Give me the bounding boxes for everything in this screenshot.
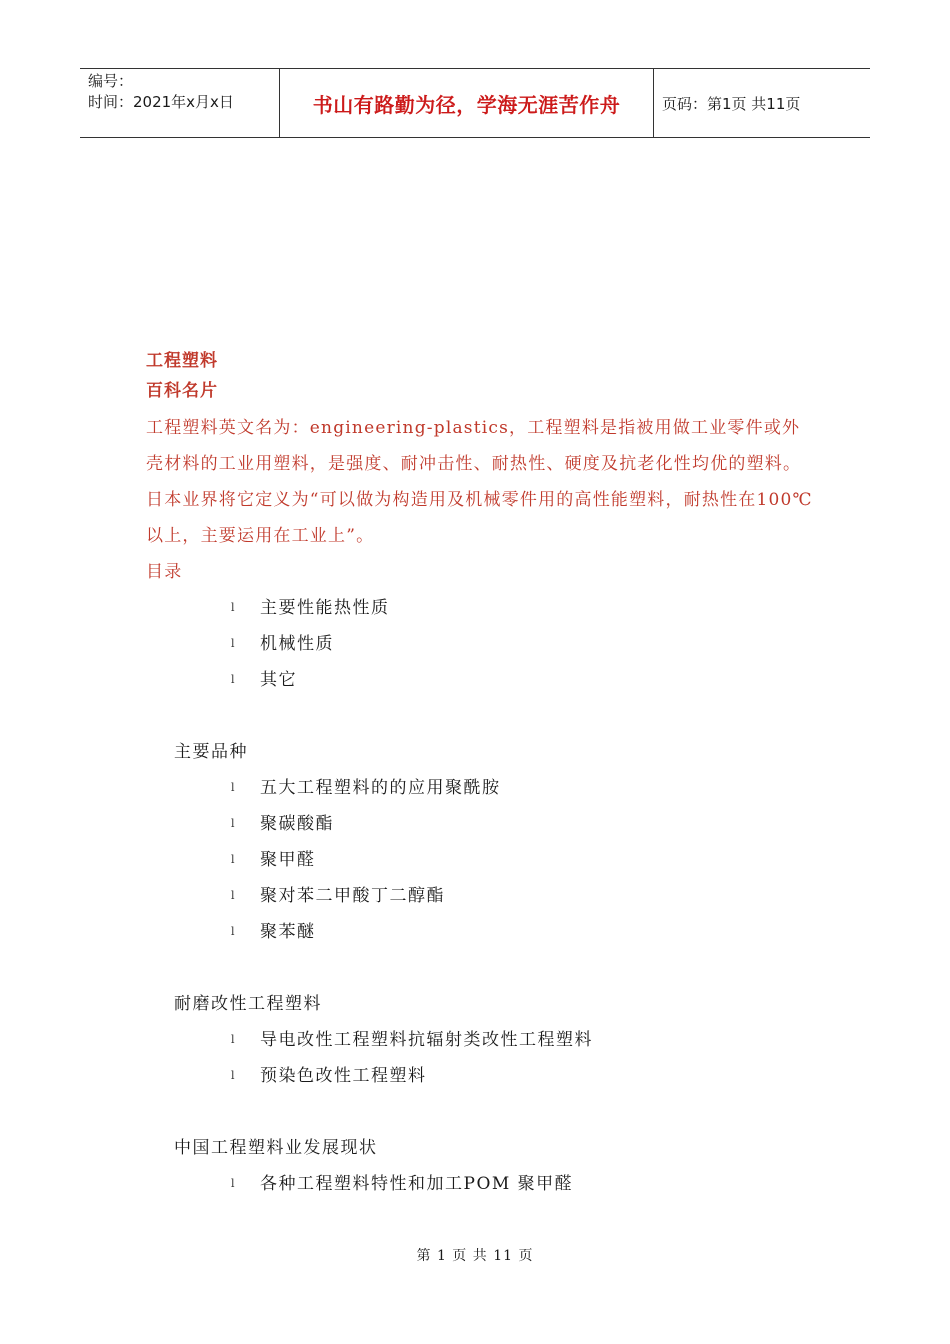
bullet-icon: l bbox=[231, 601, 237, 614]
toc-item-label: 导电改性工程塑料抗辐射类改性工程塑料 bbox=[260, 1030, 593, 1050]
table-of-contents bbox=[146, 590, 816, 1202]
toc-item-label: 主要性能热性质 bbox=[260, 598, 390, 618]
toc-item bbox=[146, 878, 816, 914]
toc-item bbox=[146, 914, 816, 950]
code-label: 编号： bbox=[88, 72, 134, 90]
toc-section-heading: 中国工程塑料业发展现状 bbox=[174, 1138, 378, 1158]
header-meta-cell bbox=[80, 69, 280, 137]
toc-item bbox=[146, 806, 816, 842]
toc-item bbox=[146, 1166, 816, 1202]
toc-item-label: 机械性质 bbox=[260, 634, 334, 654]
page-header bbox=[80, 68, 870, 138]
toc-item-label: 聚碳酸酯 bbox=[260, 814, 334, 834]
toc-item-label: 聚苯醚 bbox=[260, 922, 316, 942]
toc-item bbox=[146, 1022, 816, 1058]
toc-item-label: 五大工程塑料的的应用聚酰胺 bbox=[260, 778, 501, 798]
toc-item-label: 各种工程塑料特性和加工POM 聚甲醛 bbox=[260, 1174, 574, 1194]
toc-item-label: 预染色改性工程塑料 bbox=[260, 1066, 427, 1086]
toc-label: 目录 bbox=[146, 562, 183, 582]
bullet-icon: l bbox=[231, 889, 237, 902]
bullet-icon: l bbox=[231, 637, 237, 650]
bullet-icon: l bbox=[231, 1033, 237, 1046]
page-footer: 第 1 页 共 11 页 bbox=[416, 1248, 534, 1264]
bullet-icon: l bbox=[231, 1177, 237, 1190]
toc-section-heading: 主要品种 bbox=[174, 742, 248, 762]
bullet-icon: l bbox=[231, 781, 237, 794]
toc-item bbox=[146, 1058, 816, 1094]
toc-item-label: 其它 bbox=[260, 670, 297, 690]
header-page-label: 页码：第1页 共11页 bbox=[662, 94, 801, 113]
date-label: 时间：2021年x月x日 bbox=[88, 93, 234, 111]
bullet-icon: l bbox=[231, 1069, 237, 1082]
toc-item-label: 聚甲醛 bbox=[260, 850, 316, 870]
toc-item bbox=[146, 662, 816, 698]
intro-paragraph: 工程塑料英文名为：engineering-plastics，工程塑料是指被用做工业零件或外壳材料的工业用塑料，是强度、耐冲击性、耐热性、硬度及抗老化性均优的塑料。日本业界将它定义为“可以做为构造用及机械零件用的高性能塑料，耐热性在100℃ 以上，主要运用在工业上”。 bbox=[146, 418, 813, 546]
bullet-icon: l bbox=[231, 673, 237, 686]
toc-item bbox=[146, 842, 816, 878]
bullet-icon: l bbox=[231, 817, 237, 830]
toc-item bbox=[146, 770, 816, 806]
bullet-icon: l bbox=[231, 853, 237, 866]
document-body bbox=[146, 346, 816, 1202]
document-subtitle: 百科名片 bbox=[146, 381, 218, 401]
toc-item-label: 聚对苯二甲酸丁二醇酯 bbox=[260, 886, 445, 906]
toc-section-heading: 耐磨改性工程塑料 bbox=[174, 994, 322, 1014]
header-motto: 书山有路勤为径，学海无涯苦作舟 bbox=[280, 69, 654, 137]
document-title: 工程塑料 bbox=[146, 351, 218, 371]
bullet-icon: l bbox=[231, 925, 237, 938]
toc-item bbox=[146, 590, 816, 626]
toc-item bbox=[146, 626, 816, 662]
